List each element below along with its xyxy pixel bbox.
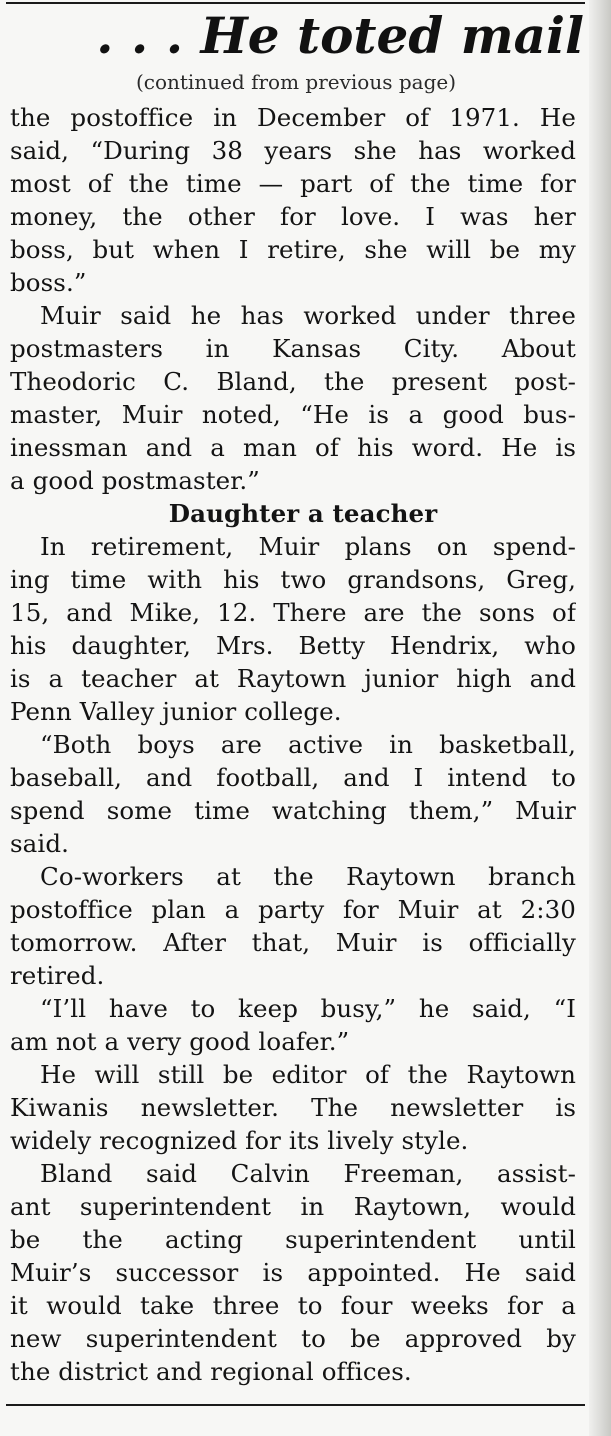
- text-line: baseball, and football, and I intend to: [10, 763, 576, 792]
- text-line: the postoffice in December of 1971. He: [10, 103, 576, 132]
- text-line: He will still be editor of the Raytown: [40, 1060, 576, 1089]
- text-line: ing time with his two grandsons, Greg,: [10, 565, 576, 594]
- text-line: inessman and a man of his word. He is: [10, 433, 576, 462]
- text-line: In retirement, Muir plans on spend-: [40, 532, 576, 561]
- article-body-part-1: [10, 101, 576, 1388]
- text-line: postoffice plan a party for Muir at 2:30: [10, 895, 576, 924]
- text-line: master, Muir noted, “He is a good bus-: [10, 400, 576, 429]
- text-line: postmasters in Kansas City. About: [10, 334, 576, 363]
- text-line: “Both boys are active in basketball,: [40, 730, 576, 759]
- paper-edge-shadow: [589, 0, 611, 1436]
- text-line: ant superintendent in Raytown, would: [10, 1192, 576, 1221]
- text-line: his daughter, Mrs. Betty Hendrix, who: [10, 631, 576, 660]
- text-line: 15, and Mike, 12. There are the sons of: [10, 598, 576, 627]
- text-line: Kiwanis newsletter. The newsletter is: [10, 1093, 576, 1122]
- text-line: Bland said Calvin Freeman, assist-: [40, 1159, 576, 1188]
- text-line: new superintendent to be approved by: [10, 1324, 576, 1353]
- text-line: most of the time — part of the time for: [10, 169, 576, 198]
- text-line: Muir’s successor is appointed. He said: [10, 1258, 576, 1287]
- text-line: “I’ll have to keep busy,” he said, “I: [40, 994, 576, 1023]
- text-line: said.: [10, 829, 69, 858]
- text-line: be the acting superintendent until: [10, 1225, 576, 1254]
- text-line: said, “During 38 years she has worked: [10, 136, 576, 165]
- text-line: boss.”: [10, 268, 87, 297]
- text-line: Theodoric C. Bland, the present post-: [10, 367, 576, 396]
- subhead: Daughter a teacher: [168, 499, 438, 528]
- text-line: money, the other for love. I was her: [10, 202, 576, 231]
- text-line: retired.: [10, 961, 105, 990]
- headline: . . . He toted mail: [96, 6, 584, 65]
- text-line: a good postmaster.”: [10, 466, 260, 495]
- text-line: am not a very good loafer.”: [10, 1027, 350, 1056]
- bottom-rule: [6, 1404, 585, 1406]
- text-line: Co-workers at the Raytown branch: [40, 862, 576, 891]
- continued-note: (continued from previous page): [135, 70, 457, 94]
- text-line: Muir said he has worked under three: [40, 301, 576, 330]
- text-line: boss, but when I retire, she will be my: [10, 235, 576, 264]
- text-line: spend some time watching them,” Muir: [10, 796, 576, 825]
- text-line: it would take three to four weeks for a: [10, 1291, 576, 1320]
- text-line: tomorrow. After that, Muir is officially: [10, 928, 576, 957]
- text-line: is a teacher at Raytown junior high and: [10, 664, 576, 693]
- text-line: the district and regional offices.: [10, 1357, 412, 1386]
- text-line: Penn Valley junior college.: [10, 697, 342, 726]
- text-line: widely recognized for its lively style.: [10, 1126, 469, 1155]
